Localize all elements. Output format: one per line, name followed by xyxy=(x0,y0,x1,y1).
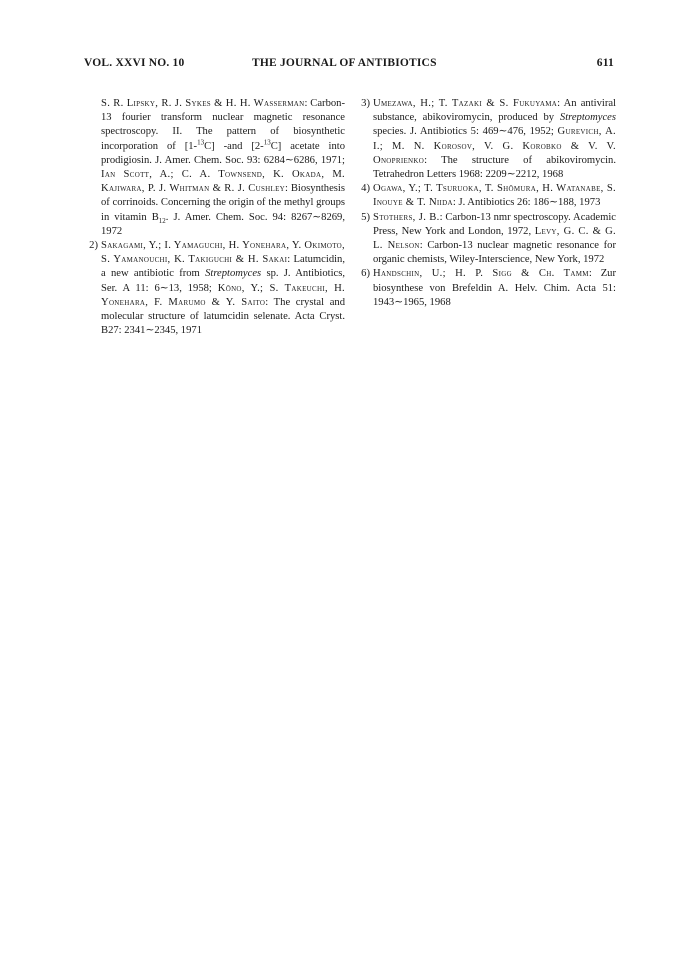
ref-number: 6) xyxy=(361,268,370,280)
running-header xyxy=(84,57,614,77)
ref-text: : The crystal and molecular structure of latumcidin selenate. Acta Cryst. B27: 2341∼2345, 1971 xyxy=(101,296,346,337)
ref-text: : Carbon-13 nuclear magnetic resonance for organic chemists, Wiley-Interscience, New York, 1972 xyxy=(373,240,616,266)
reference-4 xyxy=(352,182,616,210)
ref-text: : Carbon-13 fourier transform nuclear magnetic resonance spectroscopy. II. The pattern of biosynthetic incorporation of [1- xyxy=(101,98,345,152)
ref-number: 2) xyxy=(89,240,98,252)
ref-text: C] -and [2- xyxy=(204,140,264,152)
ref-authors: Gurevich, A. I.; M. N. Korosov, V. G. Korobko & V. V. Onoprienko xyxy=(373,126,616,166)
ref-authors: Sakagami, Y.; I. Yamaguchi, H. Yonehara, Y. Okimoto, S. Yamanouchi, K. Takiguchi & H. Sakai xyxy=(101,240,345,266)
ref-authors: Levy, G. C. & G. L. Nelson xyxy=(373,225,616,252)
ref-text: : J. Antibiotics 26: 186∼188, 1973 xyxy=(452,197,601,209)
ref-number: 4) xyxy=(361,183,370,195)
ref-text: species. J. Antibiotics 5: 469∼476, 1952; xyxy=(373,126,554,138)
ref-text: : Latumcidin, a new antibiotic from xyxy=(101,254,346,280)
reference-5 xyxy=(352,211,616,268)
reference-3 xyxy=(352,97,616,182)
ref-text: : The structure of abikoviromycin. Tetrahedron Letters 1968: 2209∼2212, 1968 xyxy=(373,154,616,181)
ref-text: sp. J. Antibiotics, Ser. A 11: 6∼13, 1958; xyxy=(101,268,345,294)
right-column xyxy=(352,97,616,310)
ref-authors: Handschin, U.; H. P. Sigg & Ch. Tamm xyxy=(373,268,589,280)
isotope-superscript: 13 xyxy=(263,138,271,147)
ref-authors: Stothers, J. B. xyxy=(373,211,440,223)
left-column xyxy=(80,97,345,338)
ref-authors: S. R. Lipsky, R. J. Sykes & H. H. Wasserman xyxy=(101,98,305,109)
reference-2 xyxy=(80,239,345,338)
ref-text: C] acetate into prodigiosin. J. Amer. Chem. Soc. 93: 6284∼6286, 1971; xyxy=(101,140,345,166)
ref-authors: Ian Scott, A.; C. A. Townsend, K. Okada, M. Kajiwara, P. J. Whitman & R. J. Cushley xyxy=(101,169,345,195)
species-name: Streptomyces xyxy=(205,268,262,280)
vitamin-subscript: 12 xyxy=(158,216,166,225)
journal-title: THE JOURNAL OF ANTIBIOTICS xyxy=(252,57,437,69)
volume-label: VOL. XXVI NO. 10 xyxy=(84,57,185,69)
page-number: 611 xyxy=(596,57,614,69)
species-name: Streptomyces xyxy=(559,112,616,124)
ref-text: : Carbon-13 nmr spectroscopy. Academic Press, New York and London, 1972, xyxy=(373,211,616,237)
reference-6 xyxy=(352,267,616,310)
ref-number: 5) xyxy=(361,211,370,223)
ref-number: 3) xyxy=(361,98,370,109)
ref-authors: Umezawa, H.; T. Tazaki & S. Fukuyama xyxy=(373,98,558,109)
reference-1-continued xyxy=(80,97,345,239)
ref-authors: Kōno, Y.; S. Takeuchi, H. Yonehara, F. Marumo & Y. Saito xyxy=(101,282,345,308)
ref-text: : Zur biosynthese von Brefeldin A. Helv. Chim. Acta 51: 1943∼1965, 1968 xyxy=(373,268,616,308)
ref-authors: Ogawa, Y.; T. Tsuruoka, T. Shōmura, H. Watanabe, S. Inouye & T. Niida xyxy=(373,183,616,209)
isotope-superscript: 13 xyxy=(197,138,205,147)
ref-text: : Biosynthesis of corrinoids. Concerning the origin of the methyl groups in vitamin B xyxy=(101,183,345,223)
ref-text: : An antiviral substance, abikoviromycin, produced by xyxy=(373,98,616,124)
ref-text: . J. Amer. Chem. Soc. 94: 8267∼8269, 1972 xyxy=(101,211,345,237)
